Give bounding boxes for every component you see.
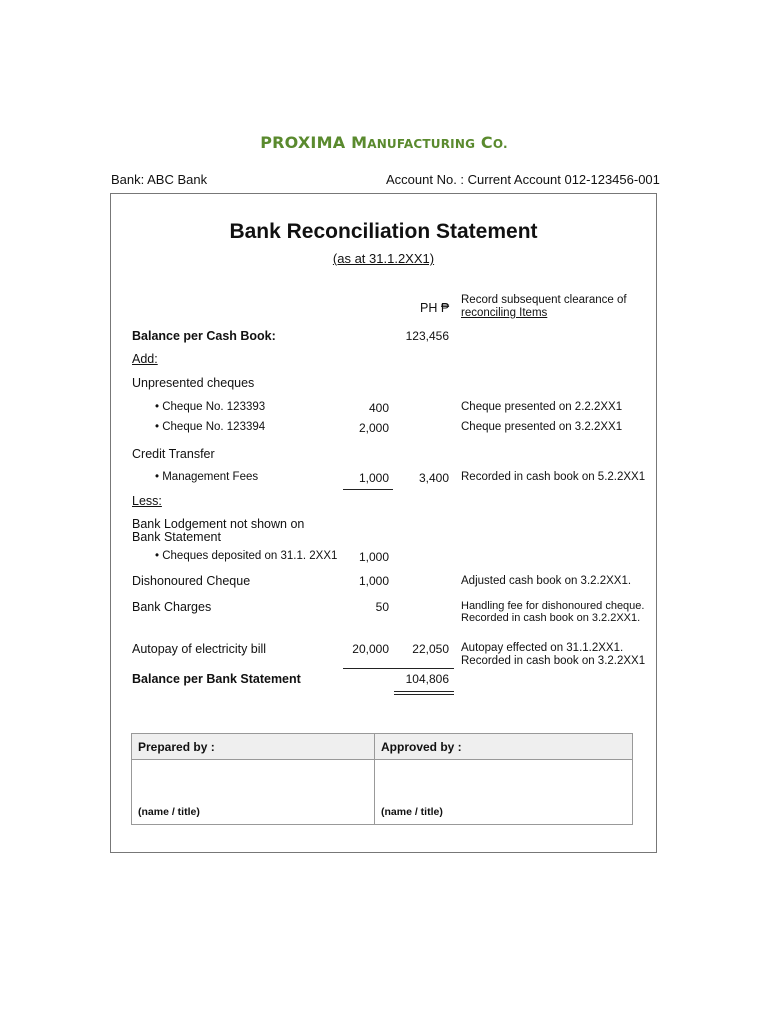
cheque-1-label: • Cheque No. 123393 <box>155 401 266 413</box>
balance-cash-book-label: Balance per Cash Book: <box>132 329 276 343</box>
currency-label: PH ₱ <box>420 301 450 315</box>
subtotal-rule <box>343 489 393 490</box>
bank-charges-remark: Handling fee for dishonoured cheque. Recorded in cash book on 3.2.2XX1. <box>461 600 645 624</box>
balance-bank-statement-total: 104,806 <box>405 672 449 686</box>
double-rule-bottom <box>394 694 454 695</box>
double-rule-top <box>394 691 454 692</box>
remarks-header-line2: reconciling Items <box>461 307 548 319</box>
less-total-rule <box>343 668 454 669</box>
unpresented-cheques-label: Unpresented cheques <box>132 376 255 390</box>
approved-by-header: Approved by : <box>375 734 633 760</box>
cheque-2-amount: 2,000 <box>358 421 389 435</box>
approved-by-signature-cell <box>375 760 633 825</box>
autopay-remark-line2: Recorded in cash book on 3.2.2XX1 <box>461 655 646 667</box>
prepared-by-signature-cell <box>132 760 375 825</box>
autopay-remark-line1: Autopay effected on 31.1.2XX1. <box>461 642 624 654</box>
bank-charges-amount: 50 <box>375 600 389 614</box>
dishonoured-cheque-label: Dishonoured Cheque <box>132 574 251 588</box>
prepared-by-name: (name / title) <box>138 806 200 818</box>
cheque-1-amount: 400 <box>368 401 389 415</box>
less-label: Less: <box>132 494 162 508</box>
add-label: Add: <box>132 352 158 366</box>
company-name: PROXIMA MANUFACTURING CO. <box>260 133 508 152</box>
less-subtotal: 22,050 <box>412 642 449 656</box>
autopay-label: Autopay of electricity bill <box>132 642 267 656</box>
balance-cash-book-total: 123,456 <box>405 329 449 343</box>
cheques-deposited-label: • Cheques deposited on 31.1. 2XX1 <box>155 550 338 562</box>
account-number: Account No. : Current Account 012-123456-001 <box>386 172 660 187</box>
cheques-deposited-amount: 1,000 <box>358 550 389 564</box>
autopay-amount: 20,000 <box>352 642 389 656</box>
bank-name: Bank: ABC Bank <box>111 172 208 187</box>
lodgement-label-line2: Bank Statement <box>132 530 221 544</box>
credit-transfer-label: Credit Transfer <box>132 447 215 461</box>
cheque-2-remark: Cheque presented on 3.2.2XX1 <box>461 421 623 433</box>
management-fees-label: • Management Fees <box>155 471 259 483</box>
prepared-by-header: Prepared by : <box>132 734 375 760</box>
approved-by-name: (name / title) <box>381 806 443 818</box>
cheque-2-label: • Cheque No. 123394 <box>155 421 266 433</box>
signoff-table <box>131 733 633 825</box>
management-fees-remark: Recorded in cash book on 5.2.2XX1 <box>461 471 646 483</box>
remarks-header-line1: Record subsequent clearance of <box>461 294 627 306</box>
statement-subtitle: (as at 31.1.2XX1) <box>332 251 435 266</box>
balance-bank-statement-label: Balance per Bank Statement <box>132 672 301 686</box>
cheque-1-remark: Cheque presented on 2.2.2XX1 <box>461 401 623 413</box>
lodgement-label-line1: Bank Lodgement not shown on <box>132 517 305 531</box>
add-subtotal: 3,400 <box>418 471 449 485</box>
dishonoured-cheque-amount: 1,000 <box>358 574 389 588</box>
dishonoured-cheque-remark: Adjusted cash book on 3.2.2XX1. <box>461 575 632 587</box>
statement-title: Bank Reconciliation Statement <box>229 220 538 243</box>
bank-charges-label: Bank Charges <box>132 600 212 614</box>
management-fees-amount: 1,000 <box>358 471 389 485</box>
